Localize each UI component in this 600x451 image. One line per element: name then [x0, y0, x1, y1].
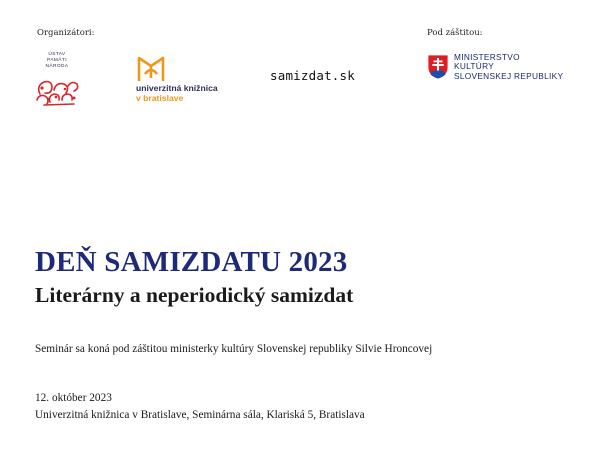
page-subtitle: Literárny a neperiodický samizdat — [35, 283, 354, 307]
upn-line-3: NÁRODA — [45, 64, 69, 69]
ministry-line-3: SLOVENSKEJ REPUBLIKY — [454, 70, 564, 81]
upn-swirl-icon — [34, 72, 80, 108]
organizers-label: Organizátori: — [37, 28, 95, 38]
seminar-description: Seminár sa koná pod záštitou ministerky kultúry Slovenskej republiky Silvie Hroncovej — [35, 343, 433, 355]
ukb-line-1: univerzitná knižnica — [136, 83, 218, 93]
samizdat-logo: samizdat.sk — [270, 68, 355, 83]
upn-line-1: ÚSTAV — [48, 52, 66, 57]
ministry-line-1: MINISTERSTVO — [454, 52, 520, 62]
slovak-coat-of-arms-icon — [427, 54, 449, 80]
ministry-logo — [427, 54, 567, 90]
page-title: DEŇ SAMIZDATU 2023 — [35, 246, 348, 278]
event-date: 12. október 2023 — [35, 392, 112, 404]
patronage-label: Pod záštitou: — [427, 28, 483, 38]
upn-logo — [34, 52, 80, 108]
ukb-logo — [136, 54, 236, 106]
event-venue: Univerzitná knižnica v Bratislave, Seminárna sála, Klariská 5, Bratislava — [35, 409, 365, 421]
ukb-book-icon — [136, 54, 166, 84]
ministry-line-2: KULTÚRY — [454, 61, 495, 72]
ukb-line-2: v bratislave — [136, 92, 184, 103]
upn-line-2: PAMÄTI — [47, 58, 67, 63]
